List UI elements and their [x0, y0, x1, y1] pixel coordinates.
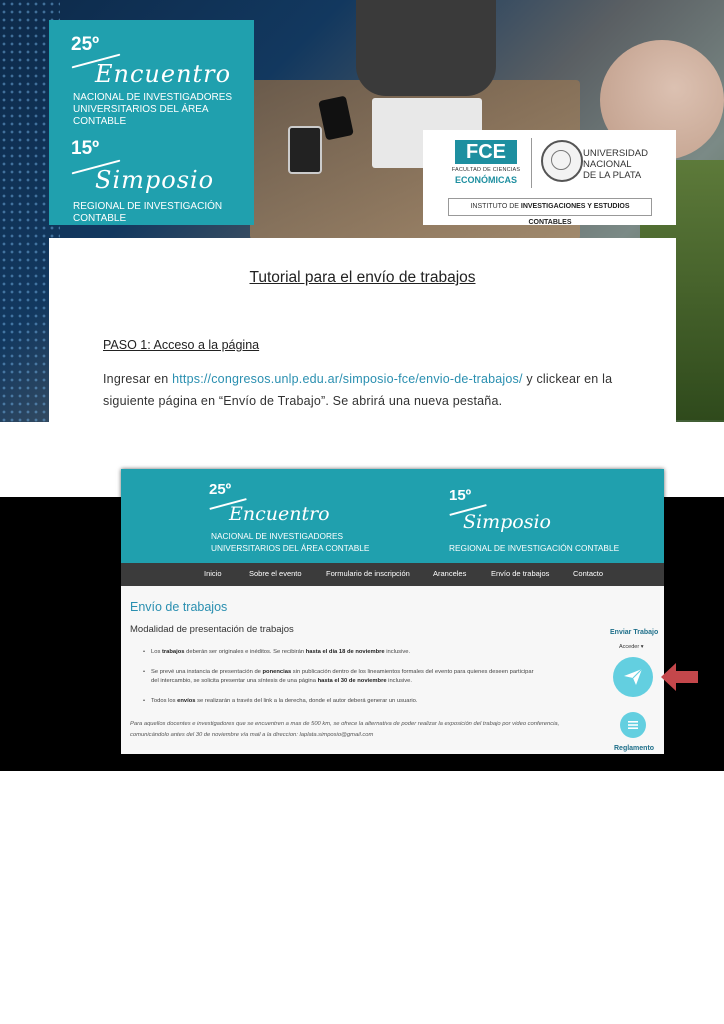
- simposio-number: 15º: [71, 138, 100, 159]
- document-icon: [627, 719, 639, 731]
- tutorial-panel: [49, 238, 676, 422]
- nav-envio-de-trabajos[interactable]: Envío de trabajos: [491, 569, 550, 578]
- site-encuentro-sub-1: NACIONAL DE INVESTIGADORES: [211, 531, 344, 541]
- fce-subtitle: FACULTAD DE CIENCIAS: [451, 167, 521, 173]
- site-header: [121, 469, 664, 563]
- person-photo: [356, 0, 496, 96]
- event-logo-box: [49, 20, 254, 225]
- unlp-name: [583, 148, 648, 181]
- nav-aranceles[interactable]: Aranceles: [433, 569, 467, 578]
- acceder-dropdown[interactable]: Acceder ▾: [619, 644, 644, 650]
- step-paragraph: [103, 368, 638, 412]
- enviar-trabajo-label: Enviar Trabajo: [610, 629, 659, 636]
- encuentro-subtitle-2: UNIVERSITARIOS DEL ÁREA CONTABLE: [73, 104, 209, 127]
- paper-plane-icon: [623, 667, 643, 687]
- congress-link[interactable]: https://congresos.unlp.edu.ar/simposio-fce/envio-de-trabajos/: [172, 372, 523, 386]
- document-title: Tutorial para el envío de trabajos: [249, 269, 476, 286]
- unlp-line-1: UNIVERSIDAD: [583, 148, 648, 159]
- institute-name: INVESTIGACIONES Y ESTUDIOS CONTABLES: [520, 203, 630, 226]
- simposio-subtitle: REGIONAL DE INVESTIGACIÓN CONTABLE: [73, 201, 223, 224]
- nav-formulario[interactable]: Formulario de inscripción: [326, 569, 410, 578]
- institute-prefix: INSTITUTO DE: [470, 203, 521, 210]
- site-page-title: Envío de trabajos: [130, 600, 228, 614]
- site-encuentro-number: 25º: [209, 481, 232, 498]
- fce-economicas: ECONÓMICAS: [454, 175, 517, 185]
- reglamento-button[interactable]: [620, 712, 646, 738]
- nav-contacto[interactable]: Contacto: [573, 569, 604, 578]
- pointer-arrow-icon: [661, 663, 698, 691]
- reglamento-label[interactable]: Reglamento: [614, 745, 655, 752]
- site-section-title: Modalidad de presentación de trabajos: [130, 624, 294, 635]
- simposio-script: Simposio: [95, 166, 215, 194]
- video-conference-note: Para aquellos docentes e investigadores que se encuentren a mas de 500 km, se ofrece la alternativa de poder realizar la exposición del trabajo por video conferencia, comunicándolo antes del 30 de noviembre vía mail a la direccion: laplata.simposio@gmail.com: [130, 721, 560, 738]
- fce-logo: FCE: [455, 140, 517, 164]
- site-simposio-sub: REGIONAL DE INVESTIGACIÓN CONTABLE: [449, 543, 620, 553]
- institution-logos: [423, 130, 676, 225]
- send-work-button[interactable]: [613, 657, 653, 697]
- website-screenshot: [121, 469, 664, 754]
- hero-banner: [0, 0, 724, 422]
- site-nav: [121, 563, 664, 586]
- logo-divider: [531, 138, 532, 188]
- site-simposio-number: 15º: [449, 487, 472, 504]
- bullet-item: • Se prevé una instancia de presentación de ponencias sin publicación dentro de los lineamientos formales del evento para quienes deseen participar del intercambio, se solicita presentar una síntesis de una página hasta el 30 de noviembre inclusive.: [151, 668, 541, 686]
- unlp-line-3: DE LA PLATA: [583, 170, 642, 181]
- site-content: [121, 586, 664, 754]
- para-prefix: Ingresar en: [103, 372, 173, 386]
- unlp-seal-icon: [541, 140, 583, 182]
- bullet-item: • Los trabajos deberán ser originales e inéditos. Se recibirán hasta el día 18 de noviembre inclusive.: [151, 648, 541, 657]
- unlp-line-2: NACIONAL: [583, 159, 632, 170]
- encuentro-number: 25º: [71, 34, 100, 55]
- encuentro-script: Encuentro: [95, 60, 232, 88]
- nav-inicio[interactable]: Inicio: [204, 569, 222, 578]
- nav-sobre-el-evento[interactable]: Sobre el evento: [249, 569, 302, 578]
- site-simposio-script: Simposio: [463, 511, 551, 533]
- bullet-item: • Todos los envíos se realizarán a través del link a la derecha, donde el autor deberá generar un usuario.: [151, 697, 541, 706]
- institute-label: [448, 198, 652, 226]
- step-title: PASO 1: Acceso a la página: [103, 338, 260, 352]
- phone-photo-2: [288, 126, 322, 174]
- site-encuentro-sub-2: UNIVERSITARIOS DEL ÁREA CONTABLE: [211, 543, 370, 553]
- para-suffix: y clickear en la siguiente página en “Envío de Trabajo”. Se abrirá una nueva pestaña.: [103, 372, 613, 408]
- site-encuentro-script: Encuentro: [229, 503, 330, 525]
- encuentro-subtitle-1: NACIONAL DE INVESTIGADORES: [73, 92, 233, 103]
